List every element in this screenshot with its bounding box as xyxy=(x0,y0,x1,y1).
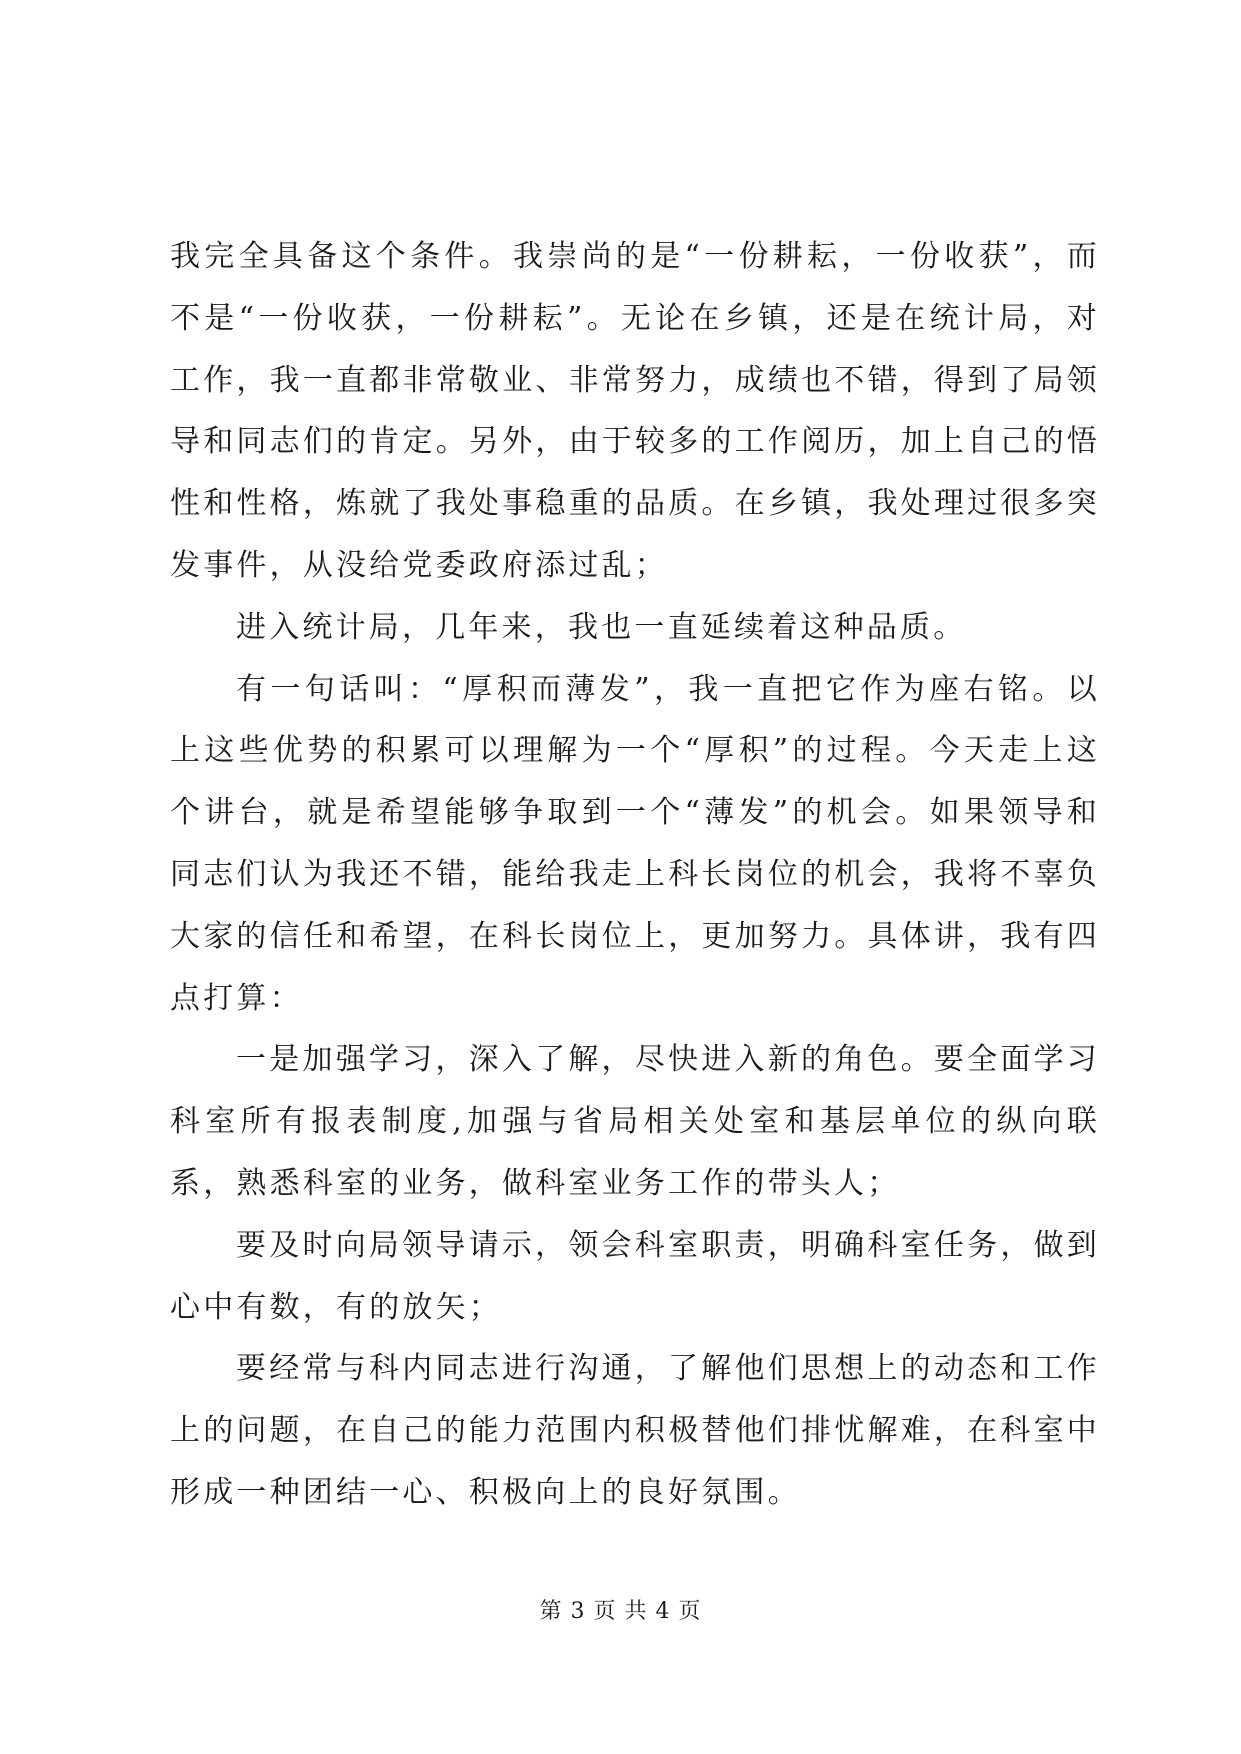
paragraph-1: 我完全具备这个条件。我崇尚的是“一份耕耘，一份收获”，而不是“一份收获，一份耕耘”。无论在乡镇，还是在统计局，对工作，我一直都非常敬业、非常努力，成绩也不错，得到了局领导和同志们的肯定。另外，由于较多的工作阅历，加上自己的悟性和性格，炼就了我处事稳重的品质。在乡镇，我处理过很多突发事件，从没给党委政府添过乱； xyxy=(170,239,1100,583)
paragraph-2: 进入统计局，几年来，我也一直延续着这种品质。 xyxy=(236,609,967,645)
paragraph-5: 要及时向局领导请示，领会科室职责，明确科室任务，做到心中有数，有的放矢； xyxy=(170,1227,1100,1325)
paragraph-3: 有一句话叫：“厚积而薄发”，我一直把它作为座右铭。以上这些优势的积累可以理解为一个“厚积”的过程。今天走上这个讲台，就是希望能够争取到一个“薄发”的机会。如果领导和同志们认为我还不错，能给我走上科长岗位的机会，我将不辜负大家的信任和希望，在科长岗位上，更加努力。具体讲，我有四点打算： xyxy=(170,671,1100,1016)
paragraph-6: 要经常与科内同志进行沟通，了解他们思想上的动态和工作上的问题，在自己的能力范围内积极替他们排忧解难，在科室中形成一种团结一心、积极向上的良好氛围。 xyxy=(170,1351,1100,1510)
paragraph-4: 一是加强学习，深入了解，尽快进入新的角色。要全面学习科室所有报表制度,加强与省局相关处室和基层单位的纵向联系，熟悉科室的业务，做科室业务工作的带头人； xyxy=(170,1042,1100,1201)
document-body xyxy=(170,226,1100,1524)
page-number-footer: 第 3 页 共 4 页 xyxy=(539,1599,702,1624)
